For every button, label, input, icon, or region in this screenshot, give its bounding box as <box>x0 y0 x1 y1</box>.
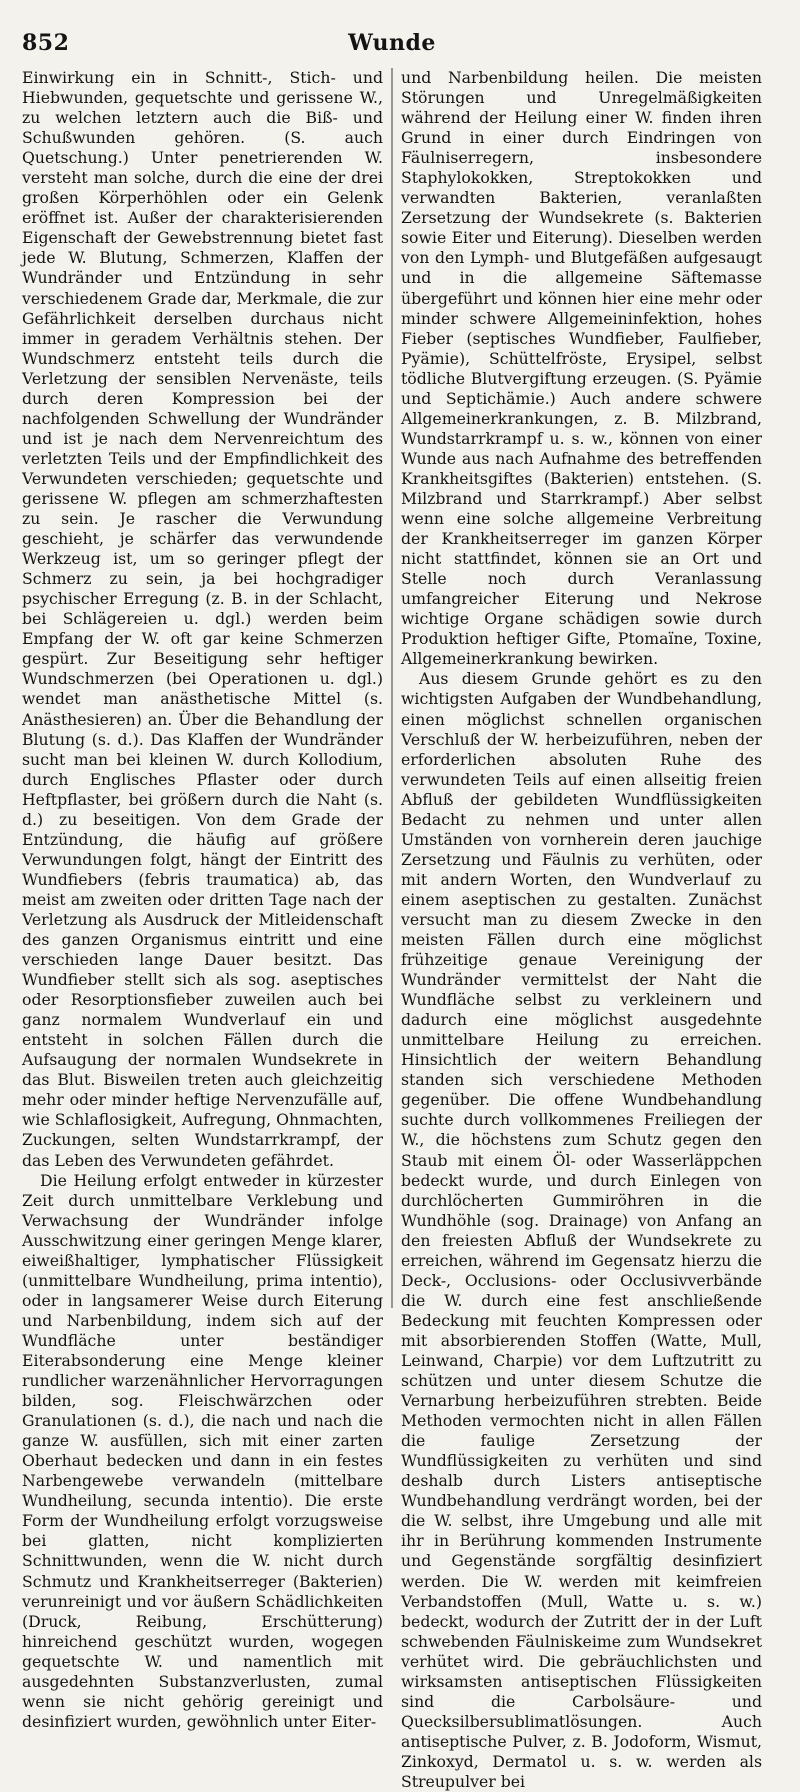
page-number: 852 <box>22 30 70 56</box>
paragraph: Die Heilung erfolgt entweder in kürzester Zeit durch unmittelbare Verklebung und Verwachsung der Wundränder infolge Ausschwitzung einer geringen Menge klarer, eiweißhaltiger, lymphatischer Flüssigkeit (unmittelbare Wundheilung, prima intentio), oder in langsamerer Weise durch Eiterung und Narbenbildung, indem sich auf der Wundfläche unter beständiger Eiterabsonderung eine Menge kleiner rundlicher warzenähnlicher Hervorragungen bilden, sog. Fleischwärzchen oder Granulationen (s. d.), die nach und nach die ganze W. ausfüllen, sich mit einer zarten Oberhaut bedecken und dann in ein festes Narbengewebe verwandeln (mittelbare Wundheilung, secunda intentio). Die erste Form der Wundheilung erfolgt vorzugsweise bei glatten, nicht komplizierten Schnittwunden, wenn die W. nicht durch Schmutz und Krankheitserreger (Bakterien) verunreinigt und vor äußern Schädlichkeiten (Druck, Reibung, Erschütterung) hinreichend geschützt wurden, wogegen gequetschte W. und namentlich mit ausgedehnten Substanzverlusten, zumal wenn sie nicht gehörig gereinigt und desinfiziert wurden, gewöhnlich unter Eiter- <box>22 1170 383 1731</box>
running-head: Wunde <box>348 30 436 56</box>
page-header <box>22 30 762 68</box>
text-columns <box>22 68 762 1791</box>
right-column <box>401 68 762 1791</box>
paragraph: und Narbenbildung heilen. Die meisten Störungen und Unregelmäßigkeiten während der Heilung einer W. finden ihren Grund in einer durch Eindringen von Fäulniserregern, insbesondere Staphylokokken, Streptokokken und verwandten Bakterien, veranlaßten Zersetzung der Wundsekrete (s. Bakterien sowie Eiter und Eiterung). Dieselben werden von den Lymph- und Blutgefäßen aufgesaugt und in die allgemeine Säftemasse übergeführt und können hier eine mehr oder minder schwere Allgemeininfektion, hohes Fieber (septisches Wundfieber, Faulfieber, Pyämie), Schüttelfröste, Erysipel, selbst tödliche Blutvergiftung erzeugen. (S. Pyämie und Septichämie.) Auch andere schwere Allgemeinerkrankungen, z. B. Milzbrand, Wundstarrkrampf u. s. w., können von einer Wunde aus nach Aufnahme des betreffenden Krankheitsgiftes (Bakterien) entstehen. (S. Milzbrand und Starrkrampf.) Aber selbst wenn eine solche allgemeine Verbreitung der Krankheitserreger im ganzen Körper nicht stattfindet, können sie an Ort und Stelle noch durch Veranlassung umfangreicher Eiterung und Nekrose wichtige Organe schädigen sowie durch Produktion heftiger Gifte, Ptomaïne, Toxine, Allgemeinerkrankung bewirken. <box>401 68 762 669</box>
column-divider <box>392 68 393 1308</box>
paragraph: Aus diesem Grunde gehört es zu den wichtigsten Aufgaben der Wundbehandlung, einen möglichst schnellen organischen Verschluß der W. herbeizuführen, neben der erforderlichen absoluten Ruhe des verwundeten Teils auf einen allseitig freien Abfluß der gebildeten Wundflüssigkeiten Bedacht zu nehmen und unter allen Umständen von vornherein deren jauchige Zersetzung und Fäulnis zu verhüten, oder mit andern Worten, den Wundverlauf zu einem aseptischen zu gestalten. Zunächst versucht man zu diesem Zwecke in den meisten Fällen durch eine möglichst frühzeitige genaue Vereinigung der Wundränder vermittelst der Naht die Wundfläche selbst zu verkleinern und dadurch eine möglichst ausgedehnte unmittelbare Heilung zu erreichen. Hinsichtlich der weitern Behandlung standen sich verschiedene Methoden gegenüber. Die offene Wundbehandlung suchte durch vollkommenes Freiliegen der W., die höchstens zum Schutz gegen den Staub mit einem Öl- oder Wasserläppchen bedeckt wurde, und durch Einlegen von durchlöcherten Gummiröhren in die Wundhöhle (sog. Drainage) von Anfang an den freiesten Abfluß der Wundsekrete zu erreichen, während im Gegensatz hierzu die Deck-, Occlusions- oder Occlusivverbände die W. durch eine fest anschließende Bedeckung mit feuchten Kompressen oder mit absorbierenden Stoffen (Watte, Mull, Leinwand, Charpie) vor dem Luftzutritt zu schützen und unter diesem Schutze die Vernarbung herbeizuführen strebten. Beide Methoden vermochten nicht in allen Fällen die faulige Zersetzung der Wundflüssigkeiten zu verhüten und sind deshalb durch Listers antiseptische Wundbehandlung verdrängt worden, bei der die W. selbst, ihre Umgebung und alle mit ihr in Berührung kommenden Instrumente und Gegenstände sorgfältig desinfiziert werden. Die W. werden mit keimfreien Verbandstoffen (Mull, Watte u. s. w.) bedeckt, wodurch der Zutritt der in der Luft schwebenden Fäulniskeime zum Wundsekret verhütet wird. Die gebräuchlichsten und wirksamsten antiseptischen Flüssigkeiten sind die Carbolsäure- und Quecksilbersublimatlösungen. Auch antiseptische Pulver, z. B. Jodoform, Wismut, Zinkoxyd, Dermatol u. s. w. werden als Streupulver bei <box>401 669 762 1791</box>
paragraph: Einwirkung ein in Schnitt-, Stich- und Hiebwunden, gequetschte und gerissene W., zu welchen letztern auch die Biß- und Schußwunden gehören. (S. auch Quetschung.) Unter penetrierenden W. versteht man solche, durch die eine der drei großen Körperhöhlen oder ein Gelenk eröffnet ist. Außer der charakterisierenden Eigenschaft der Gewebstrennung bietet fast jede W. Blutung, Schmerzen, Klaffen der Wundränder und Entzündung in sehr verschiedenem Grade dar, Merkmale, die zur Gefährlichkeit derselben durchaus nicht immer in geradem Verhältnis stehen. Der Wundschmerz entsteht teils durch die Verletzung der sensiblen Nervenäste, teils durch deren Kompression bei der nachfolgenden Schwellung der Wundränder und ist je nach dem Nervenreichtum des verletzten Teils und der Empfindlichkeit des Verwundeten verschieden; gequetschte und gerissene W. pflegen am schmerzhaftesten zu sein. Je rascher die Verwundung geschieht, je schärfer das verwundende Werkzeug ist, um so geringer pflegt der Schmerz zu sein, ja bei hochgradiger psychischer Erregung (z. B. in der Schlacht, bei Schlägereien u. dgl.) werden beim Empfang der W. oft gar keine Schmerzen gespürt. Zur Beseitigung sehr heftiger Wundschmerzen (bei Operationen u. dgl.) wendet man anästhetische Mittel (s. Anästhesieren) an. Über die Behandlung der Blutung (s. d.). Das Klaffen der Wundränder sucht man bei kleinen W. durch Kollodium, durch Englisches Pflaster oder durch Heftpflaster, bei größern durch die Naht (s. d.) zu beseitigen. Von dem Grade der Entzündung, die häufig auf größere Verwundungen folgt, hängt der Eintritt des Wundfiebers (febris traumatica) ab, das meist am zweiten oder dritten Tage nach der Verletzung als Ausdruck der Mitleidenschaft des ganzen Organismus eintritt und eine verschieden lange Dauer besitzt. Das Wundfieber stellt sich als sog. aseptisches oder Resorptionsfieber zuweilen auch bei ganz normalem Wundverlauf ein und entsteht in solchen Fällen durch die Aufsaugung der normalen Wundsekrete in das Blut. Bisweilen treten auch gleichzeitig mehr oder minder heftige Nervenzufälle auf, wie Schlaflosigkeit, Aufregung, Ohnmachten, Zuckungen, selten Wundstarrkrampf, der das Leben des Verwundeten gefährdet. <box>22 68 383 1170</box>
left-column <box>22 68 383 1731</box>
